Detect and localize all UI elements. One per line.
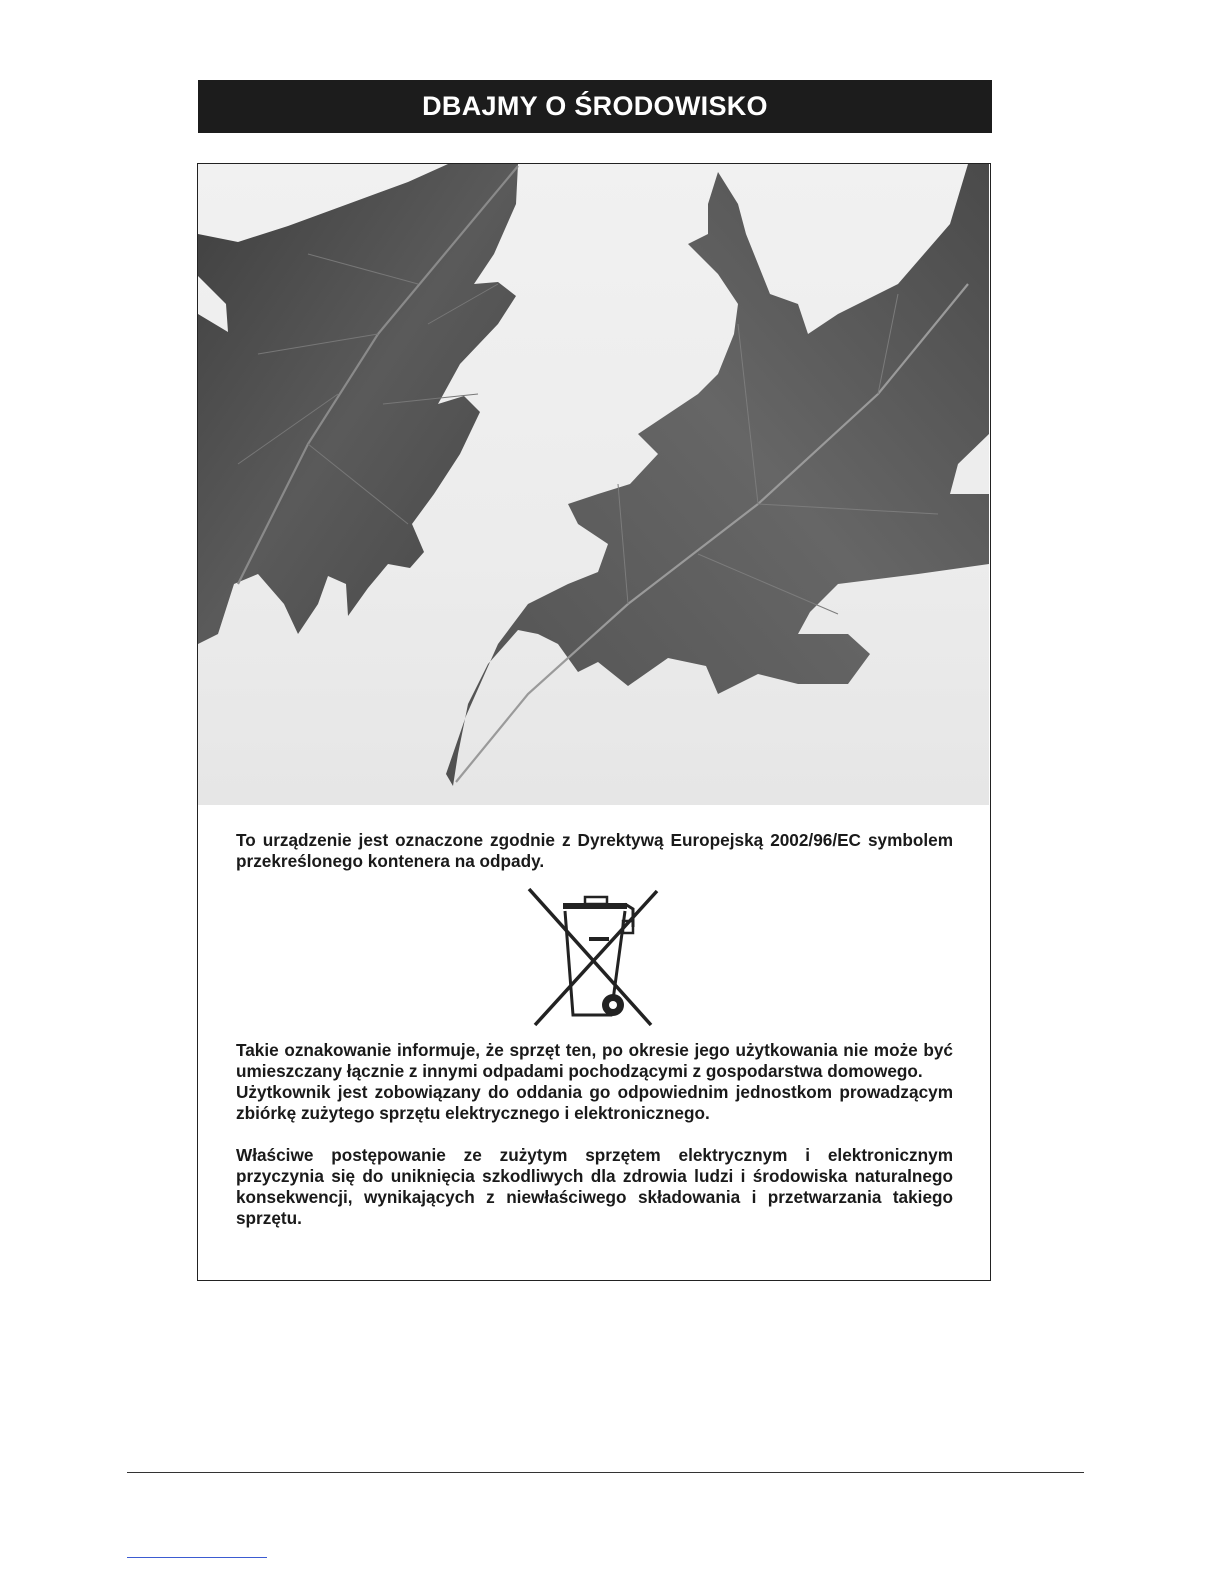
directive-text: To urządzenie jest oznaczone zgodnie z Dyrektywą Europejską 2002/96/EC symbolem przekreślonego kontenera na odpady. — [236, 830, 953, 871]
oak-leaves-image — [198, 164, 989, 805]
page-title: DBAJMY O ŚRODOWISKO — [422, 91, 768, 121]
footer-divider — [127, 1472, 1084, 1473]
right-leaf — [446, 164, 989, 786]
oak-leaves-photo — [198, 164, 989, 805]
footer-link-underline — [127, 1557, 267, 1558]
disposal-info — [236, 1040, 953, 1229]
directive-notice — [236, 830, 953, 872]
disposal-paragraph-2: Użytkownik jest zobowiązany do oddania go odpowiednim jednostkom prowadzącym zbiórkę zużytego sprzętu elektrycznego i elektronicznego. — [236, 1082, 953, 1123]
paragraph-spacer — [236, 1124, 953, 1145]
disposal-paragraph-1: Takie oznakowanie informuje, że sprzęt ten, po okresie jego użytkowania nie może być umieszczany łącznie z innymi odpadami pochodzącymi z gospodarstwa domowego. — [236, 1040, 953, 1081]
disposal-paragraph-3: Właściwe postępowanie ze zużytym sprzętem elektrycznym i elektronicznym przyczynia się do uniknięcia szkodliwych dla zdrowia ludzi i środowiska naturalnego konsekwencji, wynikających z niewłaściwego składowania i przetwarzania takiego sprzętu. — [236, 1145, 953, 1228]
content-frame — [197, 163, 991, 1281]
left-leaf — [198, 164, 518, 644]
crossed-out-wheelie-bin-icon — [527, 887, 659, 1029]
page-title-bar — [198, 80, 992, 133]
